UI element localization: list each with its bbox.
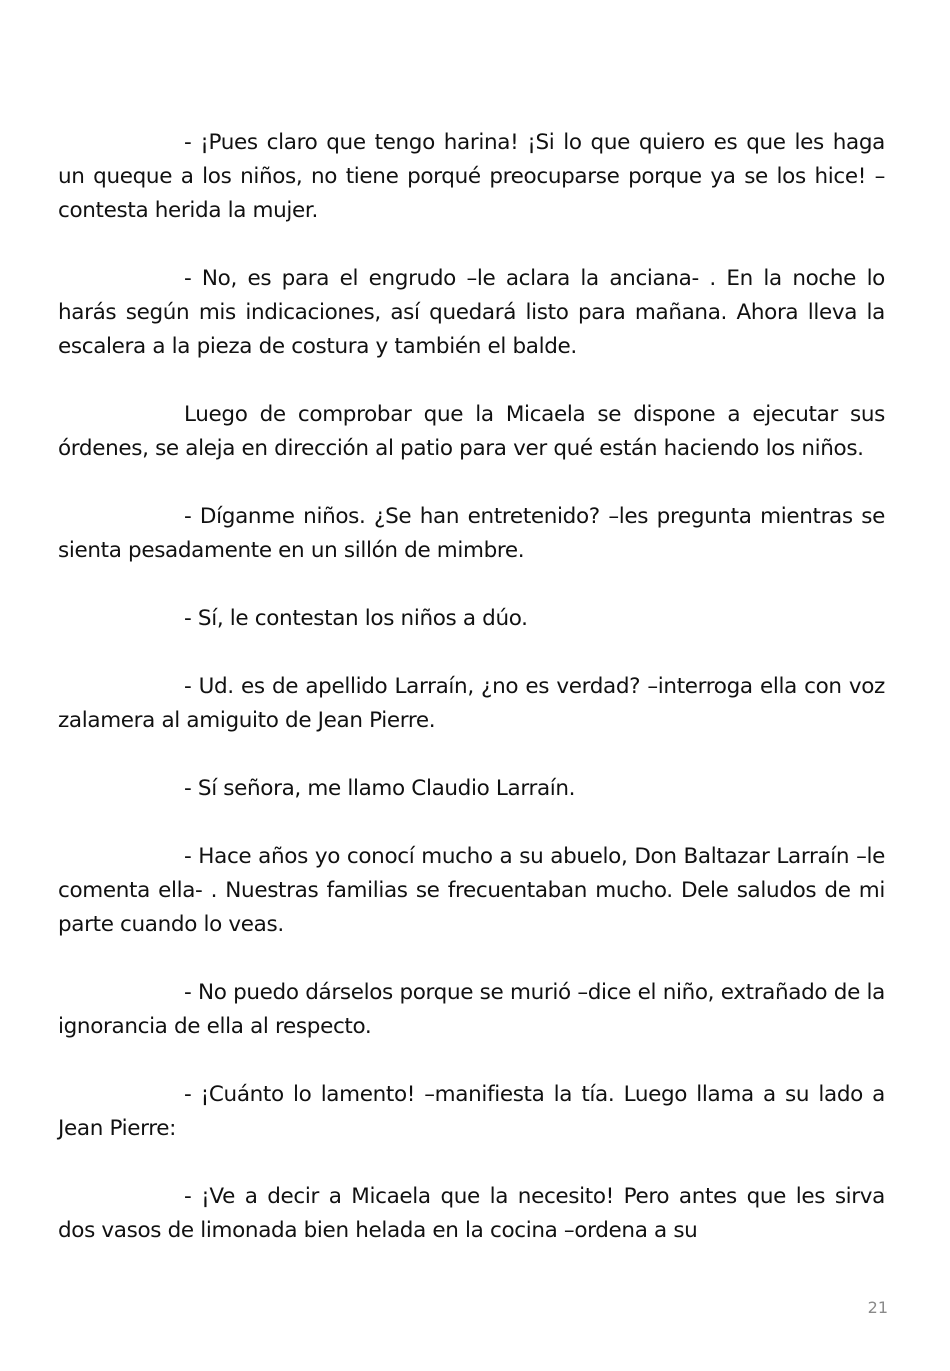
body-text (58, 126, 885, 1248)
paragraph-6: - Ud. es de apellido Larraín, ¿no es verdad? –interroga ella con voz zalamera al amiguito de Jean Pierre. (58, 674, 885, 733)
paragraph-2: - No, es para el engrudo –le aclara la anciana- . En la noche lo harás según mis indicaciones, así quedará listo para mañana. Ahora lleva la escalera a la pieza de costura y también el balde. (58, 266, 885, 359)
paragraph-11: - ¡Ve a decir a Micaela que la necesito! Pero antes que les sirva dos vasos de limonada bien helada en la cocina –ordena a su (58, 1184, 885, 1243)
paragraph-4: - Díganme niños. ¿Se han entretenido? –les pregunta mientras se sienta pesadamente en un sillón de mimbre. (58, 504, 885, 563)
paragraph-9: - No puedo dárselos porque se murió –dice el niño, extrañado de la ignorancia de ella al respecto. (58, 980, 885, 1039)
paragraph-10: - ¡Cuánto lo lamento! –manifiesta la tía. Luego llama a su lado a Jean Pierre: (58, 1082, 885, 1141)
paragraph-5: - Sí, le contestan los niños a dúo. (184, 606, 528, 631)
paragraph-8: - Hace años yo conocí mucho a su abuelo, Don Baltazar Larraín –le comenta ella- . Nuestras familias se frecuentaban mucho. Dele saludos de mi parte cuando lo veas. (58, 844, 885, 937)
paragraph-7: - Sí señora, me llamo Claudio Larraín. (184, 776, 576, 801)
paragraph-1: - ¡Pues claro que tengo harina! ¡Si lo que quiero es que les haga un queque a los niños, no tiene porqué preocuparse porque ya se los hice! –contesta herida la mujer. (58, 130, 885, 223)
page-number: 21 (867, 1298, 888, 1317)
paragraph-3: Luego de comprobar que la Micaela se dispone a ejecutar sus órdenes, se aleja en dirección al patio para ver qué están haciendo los niños. (58, 402, 885, 461)
